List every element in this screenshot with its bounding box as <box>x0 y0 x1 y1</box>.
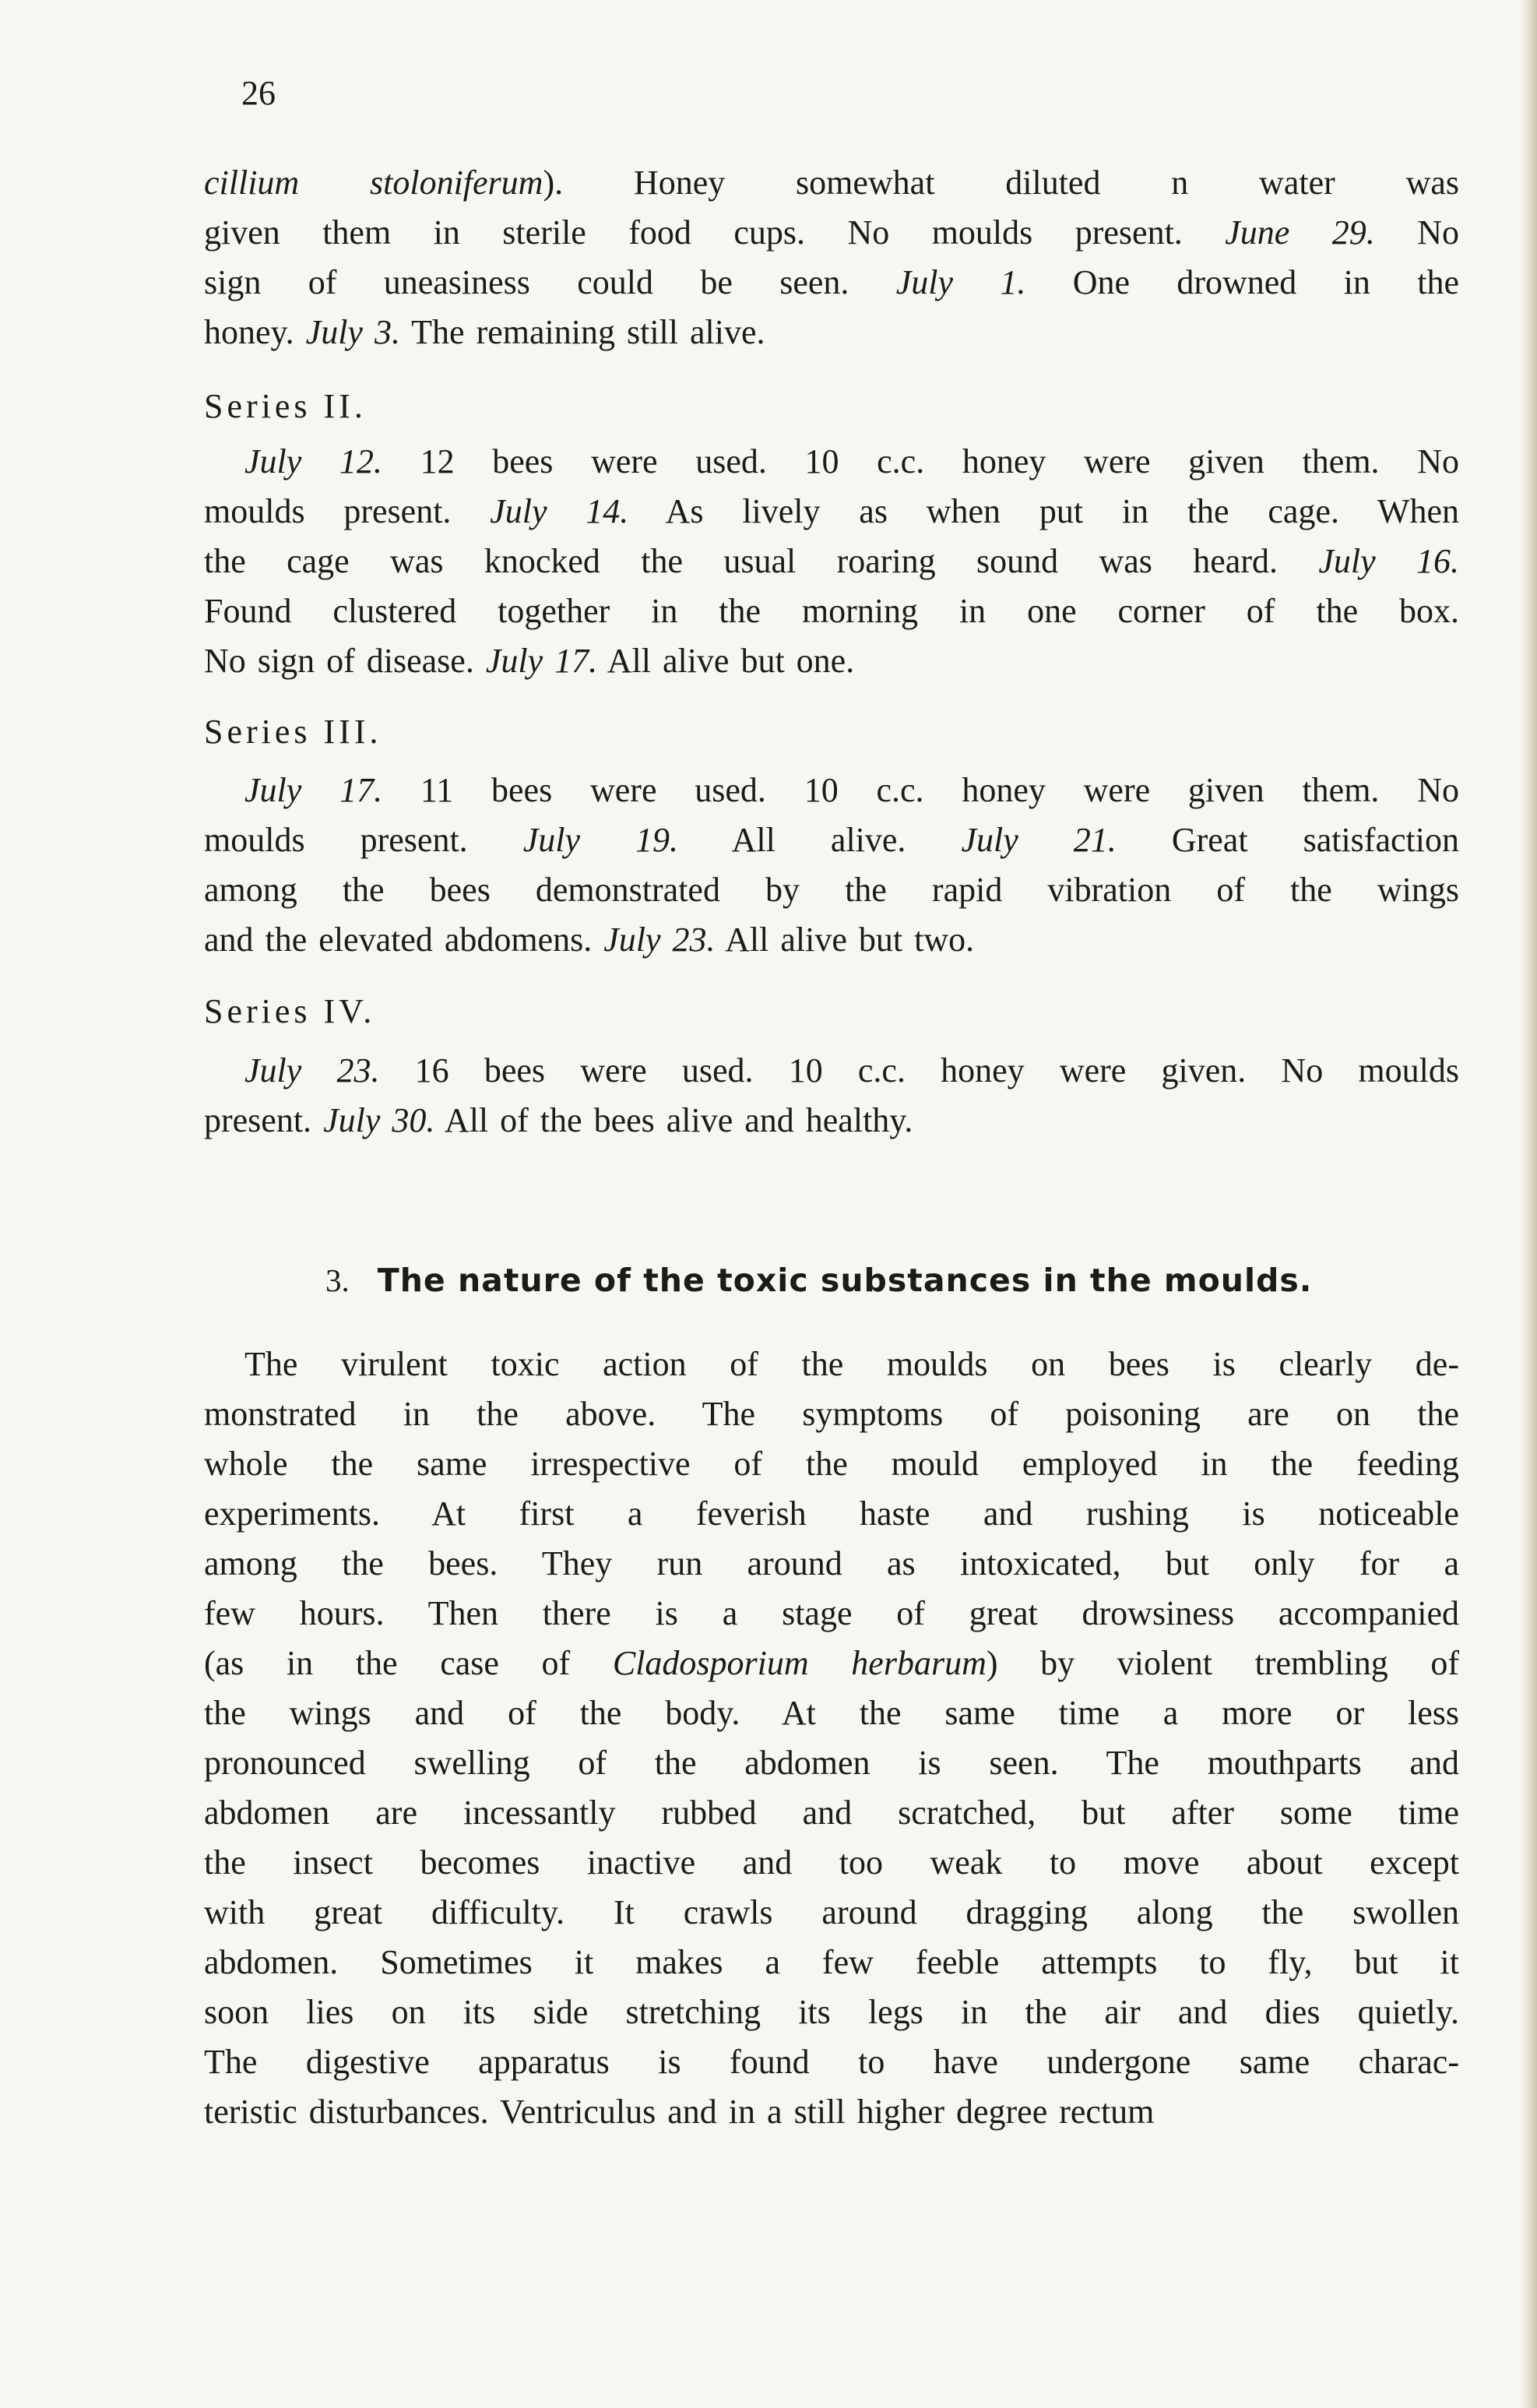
text-line <box>204 1639 1459 1688</box>
text-run: ). Honey somewhat diluted n water was <box>543 164 1459 202</box>
italic-text: July 21. <box>961 821 1117 859</box>
italic-text: July 16. <box>1318 542 1459 580</box>
italic-text: July 12. <box>244 442 382 481</box>
text-run: The remaining still alive. <box>399 313 765 351</box>
italic-text: July 14. <box>490 492 629 530</box>
text-line <box>204 308 1459 357</box>
text-run: moulds present. <box>204 821 523 859</box>
text-run: The digestive apparatus is found to have undergone same charac- <box>204 2043 1459 2081</box>
text-run: Found clustered together in the morning in one corner of the box. <box>204 592 1459 630</box>
text-run: whole the same irrespective of the mould employed in the feeding <box>204 1445 1459 1483</box>
italic-text: July 1. <box>895 263 1026 301</box>
text-run: 16 bees were used. 10 c.c. honey were given. No moulds <box>379 1051 1459 1090</box>
text-line <box>204 1688 1459 1738</box>
italic-text: July 17. <box>485 642 598 680</box>
text-run: given them in sterile food cups. No moulds present. <box>204 213 1226 252</box>
text-line <box>204 1738 1459 1788</box>
text-line <box>204 537 1459 586</box>
text-line <box>204 1938 1459 1987</box>
text-run: No sign of disease. <box>204 642 486 680</box>
text-run: few hours. Then there is a stage of great drowsiness accompanied <box>204 1594 1459 1632</box>
text-line <box>204 766 1459 815</box>
series-4-label: Series IV. <box>204 992 376 1030</box>
text-run: abdomen are incessantly rubbed and scratched, but after some time <box>204 1794 1459 1832</box>
text-run: with great difficulty. It crawls around dragging along the swollen <box>204 1893 1459 1931</box>
italic-text: June 29. <box>1225 213 1375 252</box>
text-line <box>204 1888 1459 1938</box>
text-line <box>204 1096 1459 1146</box>
text-line <box>204 1838 1459 1888</box>
paragraph-toxic-substances <box>204 1340 1459 2137</box>
italic-text: cillium stoloniferum <box>204 164 543 202</box>
section-title: The nature of the toxic substances in the moulds. <box>377 1262 1313 1299</box>
text-run: among the bees demonstrated by the rapid vibration of the wings <box>204 871 1459 909</box>
series-2-label: Series II. <box>204 387 367 425</box>
text-run: moulds present. <box>204 492 491 530</box>
text-line <box>204 2037 1459 2087</box>
text-run: experiments. At first a feverish haste and rushing is noticeable <box>204 1494 1459 1533</box>
text-line <box>204 1987 1459 2037</box>
text-run: All of the bees alive and healthy. <box>434 1101 913 1139</box>
text-line <box>204 636 1459 686</box>
text-line <box>204 1389 1459 1439</box>
italic-text: Cladosporium herbarum <box>612 1644 987 1682</box>
italic-text: July 30. <box>323 1101 435 1139</box>
italic-text: July 23. <box>244 1051 380 1090</box>
italic-text: July 23. <box>603 921 716 959</box>
text-line <box>204 1788 1459 1838</box>
page-edge <box>1520 0 1537 2408</box>
text-run: 11 bees were used. 10 c.c. honey were given them. No <box>382 771 1459 809</box>
text-run: soon lies on its side stretching its legs in the air and dies quietly. <box>204 1993 1459 2031</box>
text-line <box>204 158 1459 208</box>
text-run: All alive but two. <box>715 921 975 959</box>
text-line <box>204 1539 1459 1589</box>
text-run: pronounced swelling of the abdomen is seen. The mouthparts and <box>204 1744 1459 1782</box>
italic-text: July 3. <box>305 313 400 351</box>
text-run: Great satisfaction <box>1116 821 1459 859</box>
text-run: The virulent toxic action of the moulds on bees is clearly de- <box>244 1345 1459 1383</box>
text-line <box>204 1489 1459 1539</box>
section-heading <box>325 1262 1313 1299</box>
text-line <box>204 815 1459 865</box>
text-run: present. <box>204 1101 324 1139</box>
text-run: All alive but one. <box>597 642 855 680</box>
text-line <box>204 1439 1459 1489</box>
text-run: 12 bees were used. 10 c.c. honey were given them. No <box>382 442 1459 481</box>
text-run: monstrated in the above. The symptoms of poisoning are on the <box>204 1395 1459 1433</box>
series-3-label: Series III. <box>204 713 382 751</box>
paragraph-series-3 <box>204 766 1459 965</box>
text-run: the wings and of the body. At the same time a more or less <box>204 1694 1459 1732</box>
text-run: No <box>1374 213 1459 252</box>
text-line <box>204 258 1459 308</box>
text-line <box>204 487 1459 537</box>
text-line <box>204 915 1459 965</box>
text-line <box>204 2087 1459 2137</box>
text-run: ) by violent trembling of <box>986 1644 1459 1682</box>
text-run: As lively as when put in the cage. When <box>628 492 1459 530</box>
text-line <box>204 865 1459 915</box>
text-run: the cage was knocked the usual roaring sound was heard. <box>204 542 1319 580</box>
text-run: All alive. <box>678 821 962 859</box>
paragraph-series-1-continued <box>204 158 1459 357</box>
italic-text: July 17. <box>244 771 383 809</box>
text-line <box>204 1589 1459 1639</box>
page-number: 26 <box>241 74 276 112</box>
text-run: teristic disturbances. Ventriculus and in a still higher degree rectum <box>204 2093 1155 2131</box>
text-run: sign of uneasiness could be seen. <box>204 263 896 301</box>
text-line <box>204 586 1459 636</box>
text-run: honey. <box>204 313 306 351</box>
section-number: 3. <box>325 1262 350 1298</box>
text-run: (as in the case of <box>204 1644 613 1682</box>
text-run: among the bees. They run around as intoxicated, but only for a <box>204 1544 1459 1582</box>
paragraph-series-2 <box>204 437 1459 686</box>
paragraph-series-4 <box>204 1046 1459 1146</box>
text-line <box>204 437 1459 487</box>
text-run: One drowned in the <box>1025 263 1459 301</box>
italic-text: July 19. <box>522 821 679 859</box>
text-line <box>204 1340 1459 1389</box>
text-run: and the elevated abdomens. <box>204 921 604 959</box>
text-line <box>204 208 1459 258</box>
text-run: abdomen. Sometimes it makes a few feeble attempts to fly, but it <box>204 1943 1459 1981</box>
text-line <box>204 1046 1459 1096</box>
text-run: the insect becomes inactive and too weak to move about except <box>204 1843 1459 1882</box>
